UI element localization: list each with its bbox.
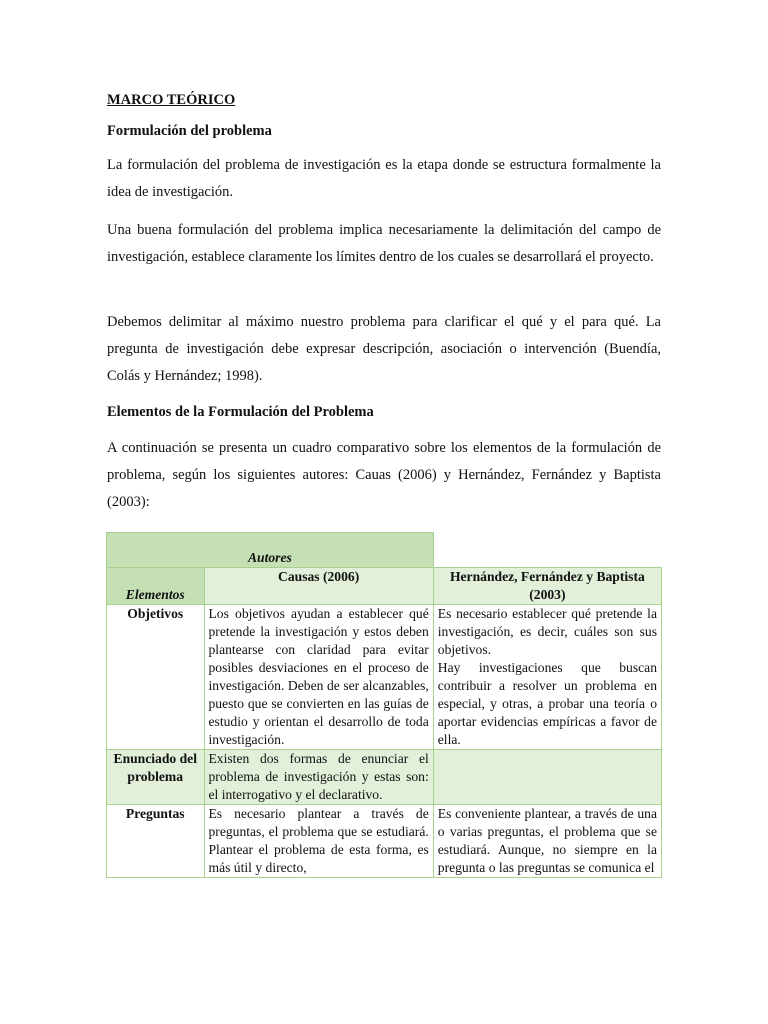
paragraph-2: Una buena formulación del problema implica necesariamente la delimitación del campo de investigación, establece claramente los límites dentro de los cuales se desarrollará el proyecto.: [107, 222, 661, 265]
paragraph-1: La formulación del problema de investigación es la etapa donde se estructura formalmente la idea de investigación.: [107, 157, 661, 200]
elements-header-cell: [107, 568, 205, 605]
cell-hernandez-preguntas: Es conveniente plantear, a través de una o varias preguntas, el problema que se estudiará. Aunque, no siempre en la pregunta o las preguntas se comunica el: [433, 805, 661, 878]
table-row: [107, 805, 662, 878]
paragraph-4: A continuación se presenta un cuadro comparativo sobre los elementos de la formulación de problema, según los siguientes autores: Cauas (2006) y Hernández, Fernández y Baptista (2003):: [107, 440, 661, 510]
author-2-header: [433, 568, 661, 605]
author-1-label: Causas (2006): [278, 569, 360, 584]
cell-text-part-1: Es necesario establecer qué pretende la investigación, es decir, cuáles son sus objetivos.: [437, 606, 657, 657]
author-1-header: [204, 568, 433, 605]
document-title: MARCO TEÓRICO: [107, 92, 236, 108]
cell-hernandez-objetivos: [433, 605, 661, 750]
section-heading-formulacion: Formulación del problema: [107, 123, 272, 139]
table-row: [107, 750, 662, 805]
row-element-objetivos: Objetivos: [107, 605, 205, 750]
authors-header-cell: [107, 533, 434, 568]
author-2-label: Hernández, Fernández y Baptista (2003): [449, 569, 645, 602]
cell-causas-objetivos: Los objetivos ayudan a establecer qué pretende la investigación y estos deben plantearse con claridad para evitar posibles desviaciones en el proceso de investigación. Deben de ser alcanzables, puesto que se convierten en las guías de estudio y orientan el desarrollo de toda investigación.: [204, 605, 433, 750]
row-element-preguntas: Preguntas: [107, 805, 205, 878]
authors-header-label: Autores: [247, 550, 292, 565]
section-heading-elementos: Elementos de la Formulación del Problema: [107, 404, 374, 420]
elements-header-label: Elementos: [125, 587, 185, 602]
cell-causas-preguntas: Es necesario plantear a través de preguntas, el problema que se estudiará. Plantear el problema de esta forma, es más útil y directo,: [204, 805, 433, 878]
paragraph-3: Debemos delimitar al máximo nuestro problema para clarificar el qué y el para qué. La pregunta de investigación debe expresar descripción, asociación o intervención (Buendía, Colás y Hernández; 1998).: [107, 314, 661, 384]
comparison-table: [106, 532, 662, 878]
empty-header-cell: [433, 533, 661, 568]
table-row: [107, 533, 662, 568]
cell-text-part-2: Hay investigaciones que buscan contribuir a resolver un problema en especial, y otras, a probar una teoría o aportar evidencias empíricas a favor de ella.: [437, 660, 657, 747]
row-element-enunciado: Enunciado del problema: [107, 750, 205, 805]
table-row: [107, 568, 662, 605]
cell-causas-enunciado: Existen dos formas de enunciar el problema de investigación y estas son: el interrogativo y el declarativo.: [204, 750, 433, 805]
table-row: [107, 605, 662, 750]
cell-hernandez-enunciado: [433, 750, 661, 805]
